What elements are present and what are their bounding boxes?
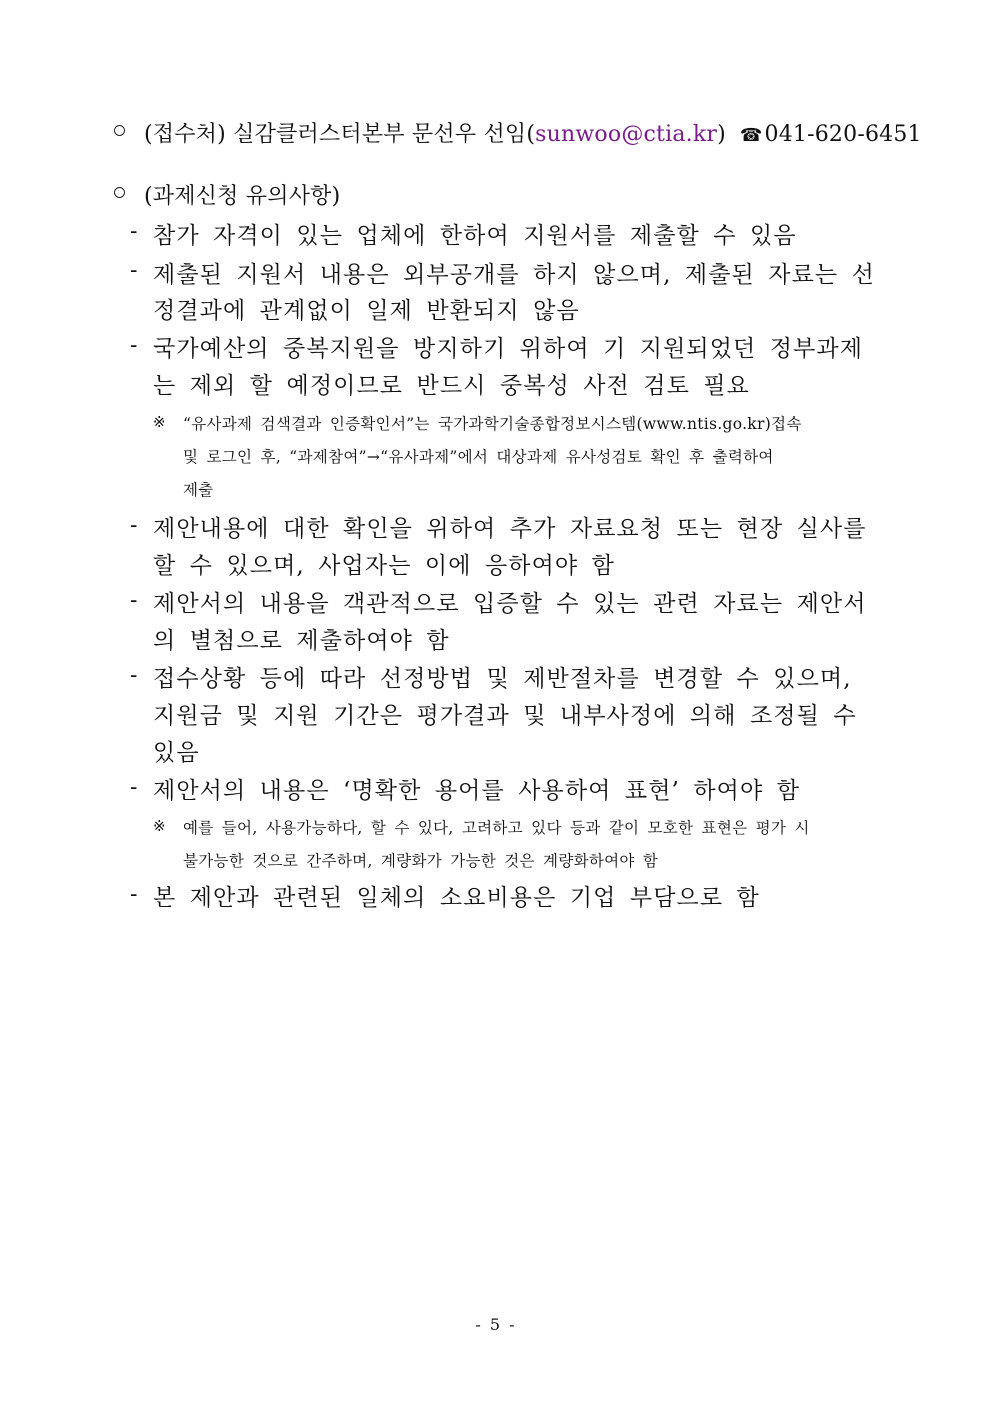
notice-item-line: 제안서의 내용은 ‘명확한 용어를 사용하여 표현’ 하여야 함 bbox=[153, 778, 801, 804]
contact-phone: 041-620-6451 bbox=[764, 122, 922, 147]
notice-item-line: 지원금 및 지원 기간은 평가결과 및 내부사정에 의해 조정될 수 bbox=[153, 703, 857, 729]
note-line: 예를 들어, 사용가능하다, 할 수 있다, 고려하고 있다 등과 같이 모호한 표현은 평가 시 bbox=[183, 819, 810, 837]
note-line: 불가능한 것으로 간주하며, 계량화가 가능한 것은 계량화하여야 함 bbox=[183, 852, 659, 870]
note-line: “유사과제 검색결과 인증확인서”는 국가과학기술종합정보시스템(www.ntis.go.kr)접속 bbox=[183, 415, 802, 433]
dash-bullet: - bbox=[130, 333, 138, 358]
contact-close-paren: ) bbox=[717, 122, 726, 147]
notice-item-line: 할 수 있으며, 사업자는 이에 응하여야 함 bbox=[153, 553, 615, 579]
circle-bullet-icon bbox=[114, 187, 125, 198]
notice-item-line: 있음 bbox=[153, 740, 200, 766]
dash-bullet: - bbox=[130, 219, 138, 244]
dash-bullet: - bbox=[130, 775, 138, 800]
dash-bullet: - bbox=[130, 588, 138, 613]
dash-bullet: - bbox=[130, 258, 138, 283]
notice-item-line: 참가 자격이 있는 업체에 한하여 지원서를 제출할 수 있음 bbox=[153, 223, 797, 249]
dash-bullet: - bbox=[130, 882, 138, 907]
contact-line bbox=[144, 117, 922, 148]
contact-email-link[interactable]: sunwoo@ctia.kr bbox=[535, 122, 718, 147]
notice-item-line: 국가예산의 중복지원을 방지하기 위하여 기 지원되었던 정부과제 bbox=[153, 336, 864, 362]
notice-item-line: 제안내용에 대한 확인을 위하여 추가 자료요청 또는 현장 실사를 bbox=[153, 516, 867, 542]
note-mark: ※ bbox=[153, 413, 166, 431]
note-line: 및 로그인 후, “과제참여”→“유사과제”에서 대상과제 유사성검토 확인 후 출력하여 bbox=[183, 448, 774, 466]
notice-header: (과제신청 유의사항) bbox=[144, 184, 341, 209]
notice-item-line: 본 제안과 관련된 일체의 소요비용은 기업 부담으로 함 bbox=[153, 885, 760, 911]
notice-item-line: 는 제외 할 예정이므로 반드시 중복성 사전 검토 필요 bbox=[153, 373, 750, 399]
circle-bullet-icon bbox=[114, 125, 125, 136]
notice-item-line: 제안서의 내용을 객관적으로 입증할 수 있는 관련 자료는 제안서 bbox=[153, 591, 867, 617]
notice-item-line: 접수상황 등에 따라 선정방법 및 제반절차를 변경할 수 있으며, bbox=[153, 666, 852, 692]
notice-item-line: 의 별첨으로 제출하여야 함 bbox=[153, 628, 450, 654]
contact-label: (접수처) 실감클러스터본부 문선우 선임( bbox=[144, 122, 536, 147]
dash-bullet: - bbox=[130, 513, 138, 538]
notice-item-line: 정결과에 관계없이 일제 반환되지 않음 bbox=[153, 298, 580, 324]
notice-item-line: 제출된 지원서 내용은 외부공개를 하지 않으며, 제출된 자료는 선 bbox=[153, 262, 875, 288]
phone-icon: ☎ bbox=[739, 125, 763, 146]
note-mark: ※ bbox=[153, 817, 166, 835]
note-line: 제출 bbox=[183, 481, 214, 499]
page-number: - 5 - bbox=[475, 1315, 517, 1334]
dash-bullet: - bbox=[130, 663, 138, 688]
